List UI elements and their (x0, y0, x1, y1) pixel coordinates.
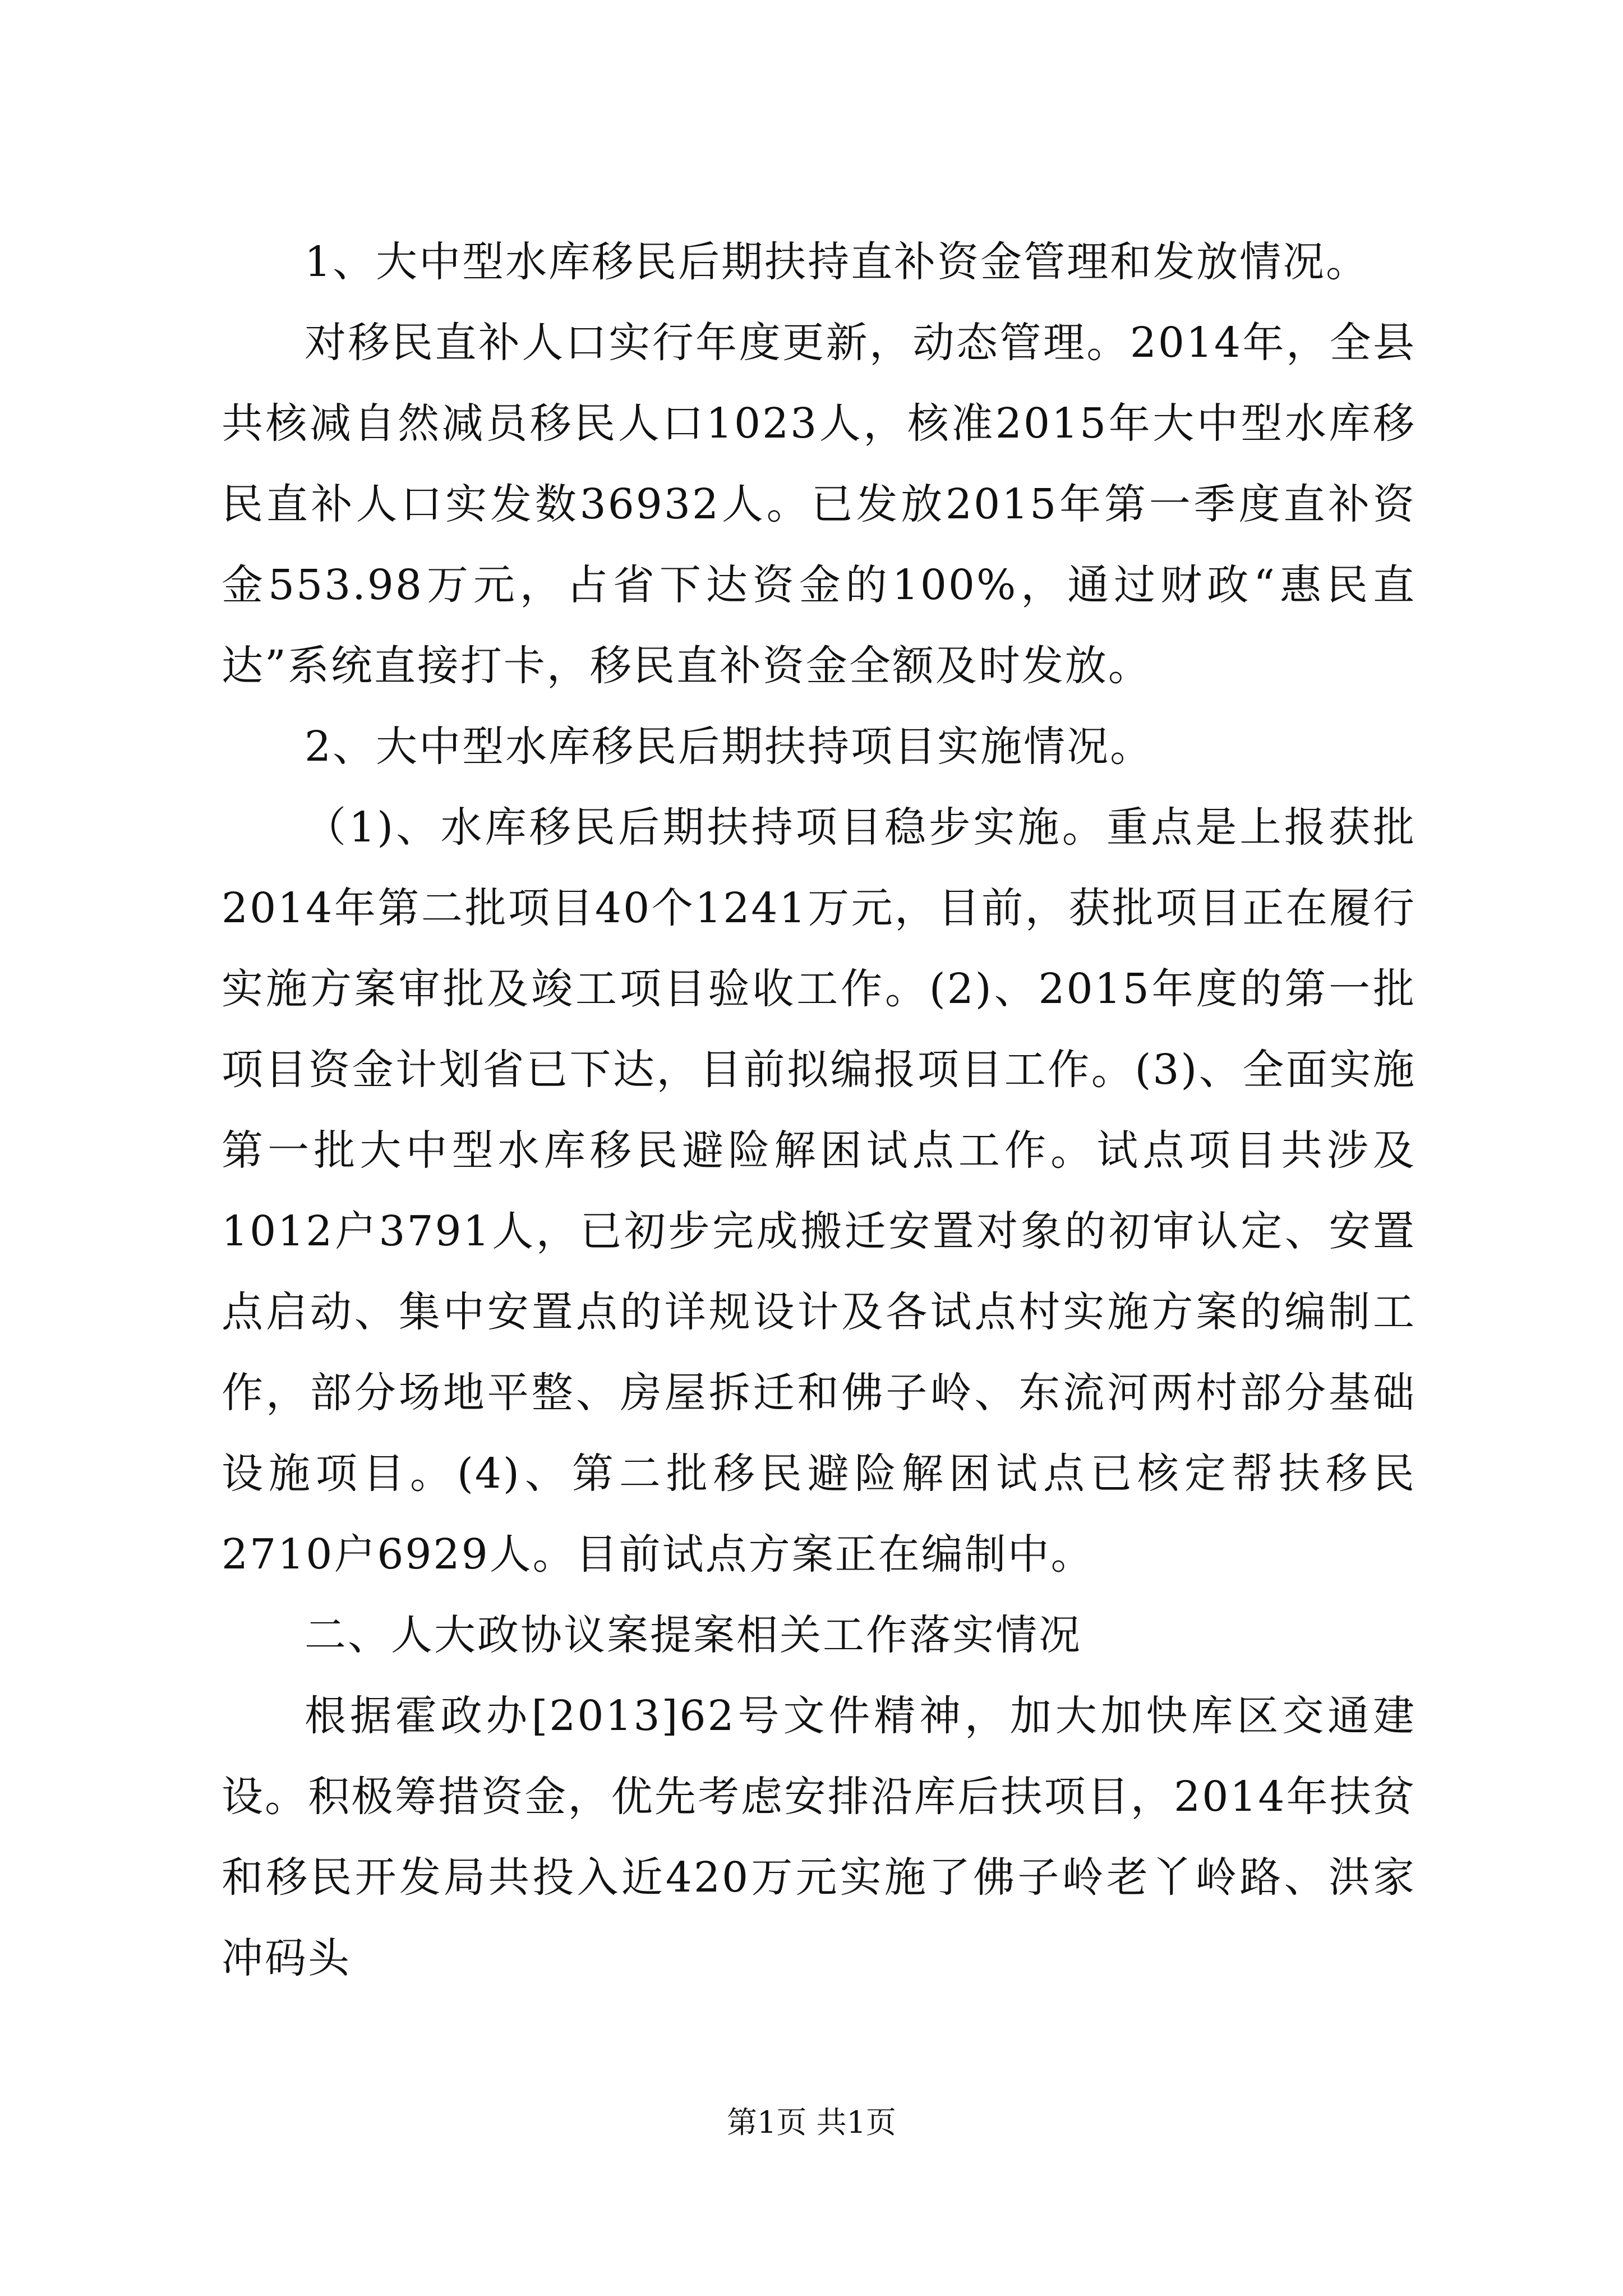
paragraph-section-2-heading: 2、大中型水库移民后期扶持项目实施情况。 (305, 723, 1154, 771)
paragraph-project-implementation: （1)、水库移民后期扶持项目稳步实施。重点是上报获批2014年第二批项目40个1241万元，目前，获批项目正在履行实施方案审批及竣工项目验收工作。(2)、2015年度的第一批项目资金计划省已下达，目前拟编报项目工作。(3)、全面实施第一批大中型水库移民避险解困试点工作。试点项目共涉及1012户3791人，已初步完成搬迁安置对象的初审认定、安置点启动、集中安置点的详规设计及各试点村实施方案的编制工作，部分场地平整、房屋拆迁和佛子岭、东流河两村部分基础设施项目。(4)、第二批移民避险解困试点已核定帮扶移民2710户6929人。目前试点方案正在编制中。 (222, 803, 1416, 1579)
document-body (222, 222, 1416, 1999)
paragraph-section-1-heading: 1、大中型水库移民后期扶持直补资金管理和发放情况。 (305, 238, 1370, 286)
paragraph-traffic-construction: 根据霍政办[2013]62号文件精神，加大加快库区交通建设。积极筹措资金，优先考虑安排沿库后扶项目，2014年扶贫和移民开发局共投入近420万元实施了佛子岭老丫岭路、洪家冲码头 (222, 1692, 1416, 1982)
page-footer: 第1页 共1页 (727, 2105, 896, 2140)
paragraph-direct-subsidy: 对移民直补人口实行年度更新，动态管理。2014年，全县共核减自然减员移民人口1023人，核准2015年大中型水库移民直补人口实发数36932人。已发放2015年第一季度直补资金553.98万元，占省下达资金的100%，通过财政“惠民直达”系统直接打卡，移民直补资金全额及时发放。 (222, 319, 1416, 690)
paragraph-section-two-heading: 二、人大政协议案提案相关工作落实情况 (305, 1611, 1082, 1659)
